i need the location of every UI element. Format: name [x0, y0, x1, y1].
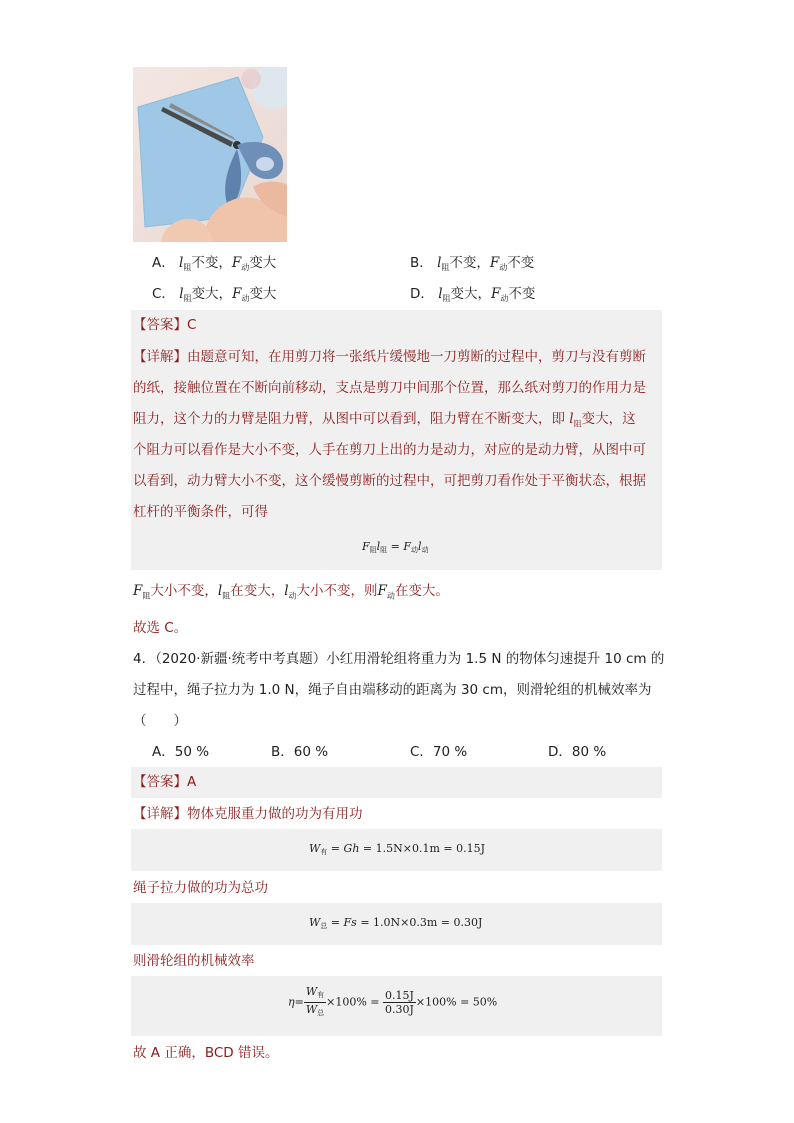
sub: 有: [317, 991, 325, 999]
conclusion-text: 在变大。: [394, 583, 449, 599]
var: W: [305, 985, 318, 998]
var: F: [377, 583, 387, 599]
sub: 阻: [441, 263, 450, 272]
total-work-text: [133, 879, 268, 897]
var: l: [569, 411, 574, 427]
question-text: 4．（2020·新疆·统考中考真题）小红用滑轮组将重力为 1.5 N 的物体匀速提升 10 cm 的: [133, 651, 665, 667]
detail-text: 以看到，动力臂大小不变，这个缓慢剪断的过程中，可把剪刀看作处于平衡状态，根据: [133, 473, 646, 489]
answer-line-q3: [133, 316, 196, 334]
option-label: D．: [410, 286, 434, 302]
formula-rest: ×100% =: [326, 995, 383, 1009]
option-text: D．80 %: [548, 744, 607, 760]
total-work-formula: [309, 916, 482, 931]
sub: 阻: [183, 294, 192, 303]
answer-line-q4: [133, 773, 196, 791]
option-text: 变大，: [450, 286, 492, 302]
var: l: [437, 255, 442, 271]
answer-block-q4: [131, 767, 662, 798]
var: F: [133, 583, 143, 599]
choose-text: 故选 C。: [133, 620, 188, 636]
option-text: C．70 %: [410, 744, 468, 760]
denominator: 0.30J: [385, 1003, 414, 1016]
var: l: [179, 255, 184, 271]
var: W: [305, 1003, 318, 1016]
sub: 阻: [222, 591, 231, 601]
var: F: [232, 286, 242, 302]
scissors-photo: [133, 67, 287, 242]
var: F: [362, 540, 370, 553]
detail-line-5: [133, 472, 646, 490]
scissors-paper-image: [133, 67, 287, 242]
var: l: [418, 540, 422, 553]
equals: =: [294, 995, 304, 1009]
detail-text: 绳子拉力做的功为总功: [133, 880, 268, 896]
detail-line-2: [133, 379, 646, 397]
formula-rest: ×100% = 50%: [415, 995, 498, 1009]
option-text: 变大: [249, 255, 277, 271]
q4-option-d: [548, 743, 606, 761]
formula-rest: = 1.5N×0.1m = 0.15J: [359, 842, 486, 855]
var: l: [438, 286, 443, 302]
sub: 有: [320, 848, 328, 856]
var: l: [217, 583, 223, 599]
var: F: [231, 255, 242, 271]
question-text: 过程中，绳子拉力为 1.0 N，绳子自由端移动的距离为 30 cm，则滑轮组的机械效率为: [133, 682, 652, 698]
sub: 阻: [573, 419, 582, 429]
option-text: A．50 %: [152, 744, 210, 760]
sub: 动: [499, 263, 508, 272]
option-label: A．: [152, 255, 175, 271]
equals: =: [327, 842, 344, 855]
var: l: [284, 583, 289, 599]
conclusion-text: 大小不变，: [150, 583, 218, 599]
option-b: [410, 254, 534, 277]
detail-line-4: [133, 441, 646, 459]
var: F: [343, 916, 352, 929]
efficiency-formula: [288, 985, 497, 1020]
option-text: 不变，: [191, 255, 232, 271]
question4-line2: [133, 681, 651, 699]
option-a: [152, 254, 276, 277]
sub: 动: [500, 294, 509, 303]
var: h: [352, 842, 360, 855]
option-text: 变大: [249, 286, 277, 302]
final-text: 故 A 正确，BCD 错误。: [133, 1045, 279, 1061]
sub: 阻: [183, 263, 192, 272]
useful-work-formula: [309, 842, 485, 857]
sub: 动: [241, 294, 250, 303]
efficiency-text: [133, 952, 255, 970]
denominator: [304, 1003, 326, 1020]
detail-text: 则滑轮组的机械效率: [133, 953, 255, 969]
var: F: [489, 255, 500, 271]
option-text: 不变: [507, 255, 535, 271]
lever-formula: [362, 540, 429, 555]
detail-line-3: [133, 410, 636, 434]
sub: 动: [411, 546, 419, 554]
q4-option-c: [410, 743, 467, 761]
conclusion-text: 大小不变，则: [296, 583, 378, 599]
option-label: B．: [410, 255, 433, 271]
detail-text: 阻力，这个力的力臂是阻力臂，从图中可以看到，阻力臂在不断变大，即: [133, 411, 565, 427]
var: η: [288, 995, 295, 1009]
detail-line-6: [133, 503, 268, 521]
equals: =: [327, 916, 344, 929]
sub: 动: [421, 546, 429, 554]
choose-line-q3: [133, 619, 187, 637]
numerator: [304, 985, 326, 1003]
numerator: 0.15J: [385, 989, 414, 1002]
fraction-1: [304, 985, 326, 1020]
conclusion-line: [133, 582, 449, 606]
detail-text: 杠杆的平衡条件，可得: [133, 504, 268, 520]
detail-line-1: [133, 348, 646, 366]
var: G: [343, 842, 353, 855]
detail-text: 的纸，接触位置在不断向前移动，支点是剪刀中间那个位置，那么纸对剪刀的作用力是: [133, 380, 646, 396]
var: l: [376, 540, 381, 553]
sub: 阻: [369, 546, 377, 554]
sub: 动: [241, 263, 250, 272]
option-label: C．: [152, 286, 175, 302]
conclusion-text: 在变大，: [230, 583, 285, 599]
detail-text: 变大，这: [581, 411, 636, 427]
var: W: [309, 916, 321, 929]
q4-option-b: [271, 743, 328, 761]
var: l: [179, 286, 184, 302]
formula-rest: = 1.0N×0.3m = 0.30J: [356, 916, 483, 929]
sub: 动: [386, 591, 395, 601]
var: W: [309, 842, 321, 855]
sub: 总: [320, 922, 328, 930]
q4-option-a: [152, 743, 209, 761]
sub: 总: [317, 1009, 325, 1017]
sub: 阻: [442, 294, 451, 303]
option-d: [410, 285, 535, 308]
question-blank: （ ）: [133, 713, 187, 729]
detail-text: 物体克服重力做的功为有用功: [187, 806, 363, 822]
detail-tag: 【详解】: [133, 806, 187, 822]
option-text: 不变: [508, 286, 536, 302]
detail-text: 由题意可知，在用剪刀将一张纸片缓慢地一刀剪断的过程中，剪刀与没有剪断: [187, 349, 646, 365]
question4-line1: [133, 650, 664, 668]
var: F: [491, 286, 501, 302]
answer-value: A: [187, 774, 197, 790]
fraction-2: [383, 989, 416, 1016]
answer-tag: 【答案】: [133, 317, 187, 333]
final-line-q4: [133, 1044, 278, 1062]
detail-tag: 【详解】: [133, 349, 187, 365]
option-text: 变大，: [191, 286, 233, 302]
sub: 动: [288, 591, 297, 601]
detail-line-q4: [133, 805, 363, 823]
sub: 阻: [380, 546, 388, 554]
equals: =: [387, 540, 404, 553]
answer-tag: 【答案】: [133, 774, 187, 790]
option-text: 不变，: [449, 255, 490, 271]
detail-text: 个阻力可以看作是大小不变，人手在剪刀上出的力是动力，对应的是动力臂，从图中可: [133, 442, 646, 458]
option-text: B．60 %: [271, 744, 329, 760]
var: s: [351, 916, 357, 929]
var: F: [403, 540, 412, 553]
option-c: [152, 285, 276, 308]
answer-value: C: [187, 317, 197, 333]
sub: 阻: [142, 591, 151, 601]
question4-line3: [133, 712, 187, 730]
